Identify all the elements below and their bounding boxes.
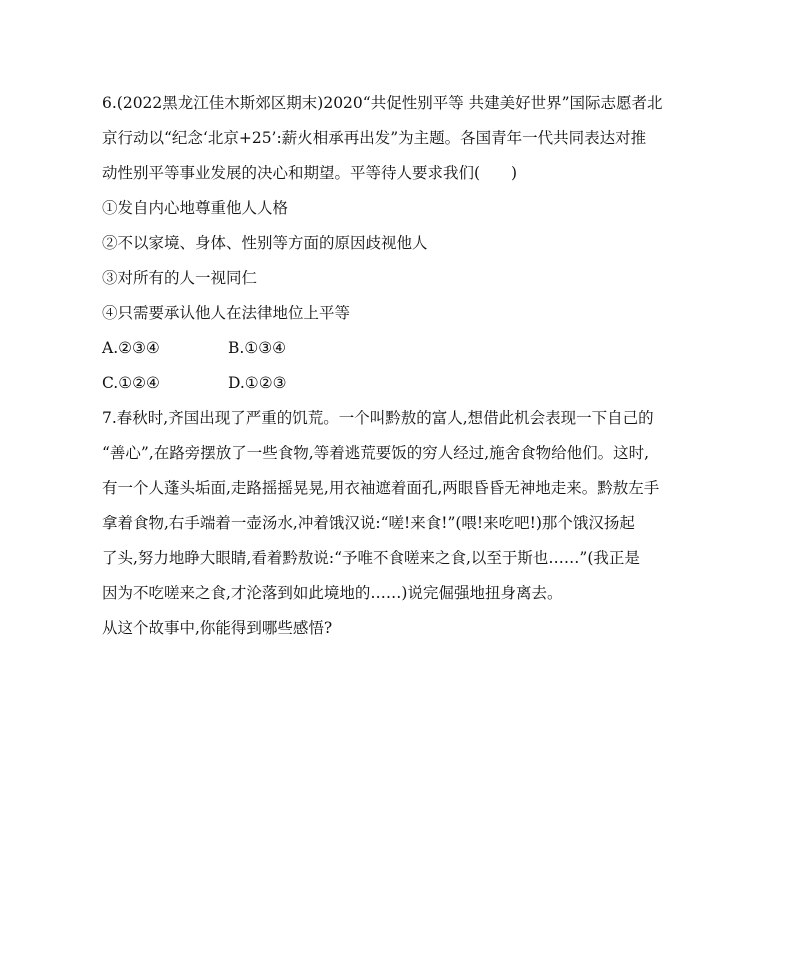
statement-4: ④只需要承认他人在法律地位上平等 xyxy=(102,304,351,322)
choice-d: D.①②③ xyxy=(228,374,287,392)
choices-row-1 xyxy=(102,331,694,366)
choice-b: B.①③④ xyxy=(228,339,287,357)
question-7-passage-line-4: 拿着食物,右手端着一壶汤水,冲着饿汉说:“嗟!来食!”(喂!来吃吧!)那个饿汉扬起 xyxy=(102,514,635,532)
question-7 xyxy=(102,401,694,646)
question-7-passage-line-1: 7.春秋时,齐国出现了严重的饥荒。一个叫黔敖的富人,想借此机会表现一下自己的 xyxy=(102,409,654,427)
question-6-stem-line-1: 6.(2022黑龙江佳木斯郊区期末)2020“共促性别平等 共建美好世界”国际志愿者北 xyxy=(102,94,663,112)
question-7-passage-line-6: 因为不吃嗟来之食,才沦落到如此境地的……)说完倔强地扭身离去。 xyxy=(102,584,563,602)
question-6-stem-line-3: 动性别平等事业发展的决心和期望。平等待人要求我们( ) xyxy=(102,164,518,182)
question-7-passage-line-2: “善心”,在路旁摆放了一些食物,等着逃荒要饭的穷人经过,施舍食物给他们。这时, xyxy=(102,444,650,462)
choice-a: A.②③④ xyxy=(102,339,160,357)
choice-c: C.①②④ xyxy=(102,374,160,392)
statement-1: ①发自内心地尊重他人人格 xyxy=(102,199,289,217)
question-6-stem-line-2: 京行动以“纪念‘北京+25’:薪火相承再出发”为主题。各国青年一代共同表达对推 xyxy=(102,129,647,147)
choices-row-2 xyxy=(102,366,694,401)
question-7-passage-line-3: 有一个人蓬头垢面,走路摇摇晃晃,用衣袖遮着面孔,两眼昏昏无神地走来。黔敖左手 xyxy=(102,479,660,497)
question-7-prompt: 从这个故事中,你能得到哪些感悟? xyxy=(102,619,333,637)
question-7-passage-line-5: 了头,努力地睁大眼睛,看着黔敖说:“予唯不食嗟来之食,以至于斯也……”(我正是 xyxy=(102,549,640,567)
question-content xyxy=(102,86,694,646)
question-6 xyxy=(102,86,694,401)
statement-2: ②不以家境、身体、性别等方面的原因歧视他人 xyxy=(102,234,428,252)
statement-3: ③对所有的人一视同仁 xyxy=(102,269,258,287)
